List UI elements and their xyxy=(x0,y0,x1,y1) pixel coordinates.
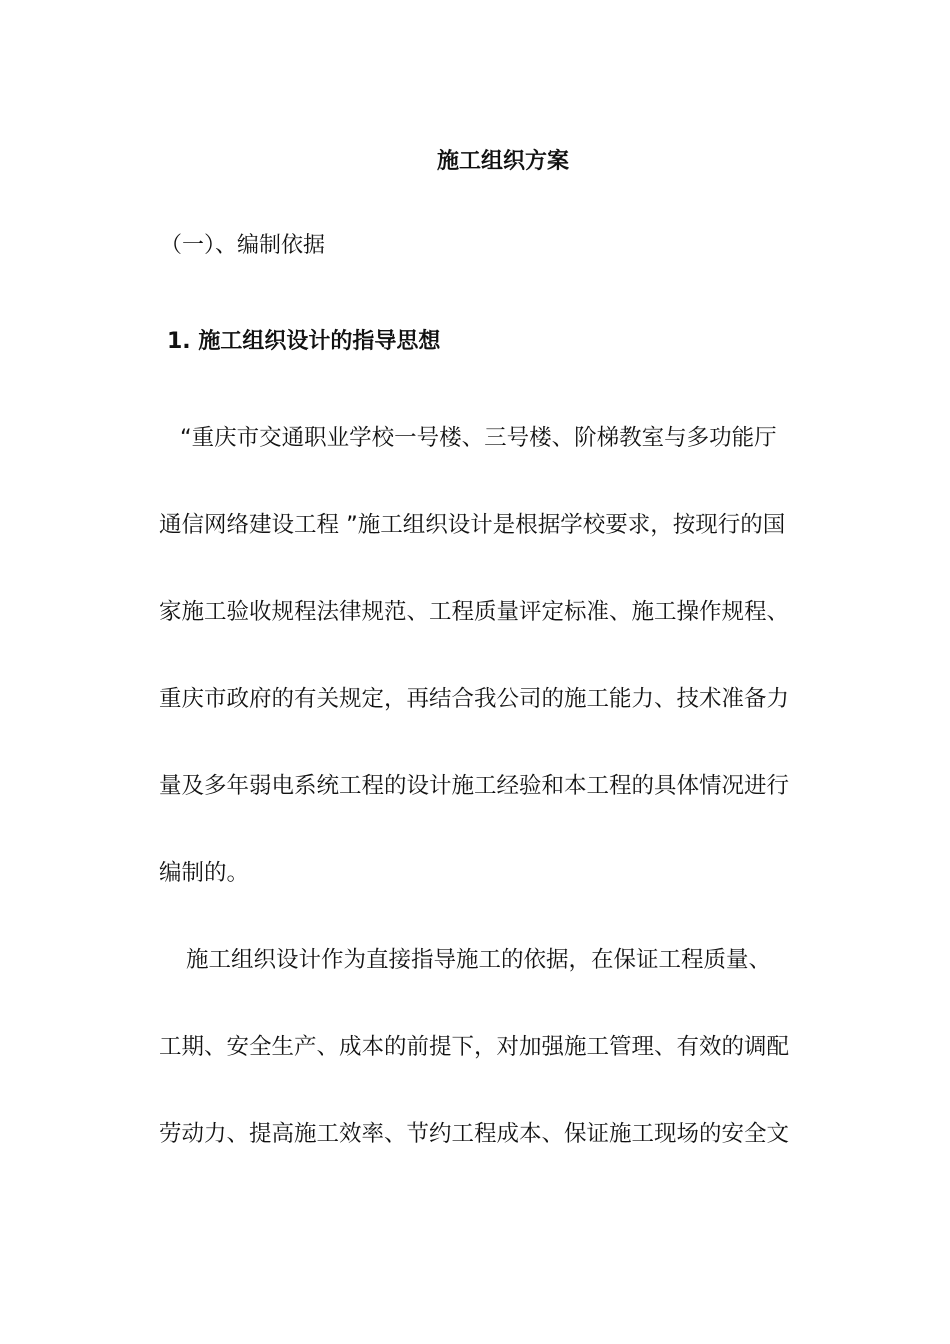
paragraph-line: 量及多年弱电系统工程的设计施工经验和本工程的具体情况进行 xyxy=(159,773,790,799)
paragraph-line: 重庆市政府的有关规定，再结合我公司的施工能力、技术准备力 xyxy=(159,686,790,712)
document-title: 施工组织方案 xyxy=(436,149,569,174)
paragraph-line: 通信网络建设工程 ”施工组织设计是根据学校要求，按现行的国 xyxy=(159,512,786,538)
subheading: 1. 施工组织设计的指导思想 xyxy=(167,329,441,354)
paragraph-line: 编制的。 xyxy=(159,860,250,886)
paragraph-line: 工期、安全生产、成本的前提下，对加强施工管理、有效的调配 xyxy=(159,1034,790,1060)
paragraph-line: 劳动力、提高施工效率、节约工程成本、保证施工现场的安全文 xyxy=(159,1121,790,1147)
paragraph-line: “重庆市交通职业学校一号楼、三号楼、阶梯教室与多功能厅 xyxy=(180,425,777,451)
paragraph-line: 施工组织设计作为直接指导施工的依据，在保证工程质量、 xyxy=(186,947,772,973)
section-heading: （一）、编制依据 xyxy=(160,233,326,258)
paragraph-line: 家施工验收规程法律规范、工程质量评定标准、施工操作规程、 xyxy=(159,599,790,625)
